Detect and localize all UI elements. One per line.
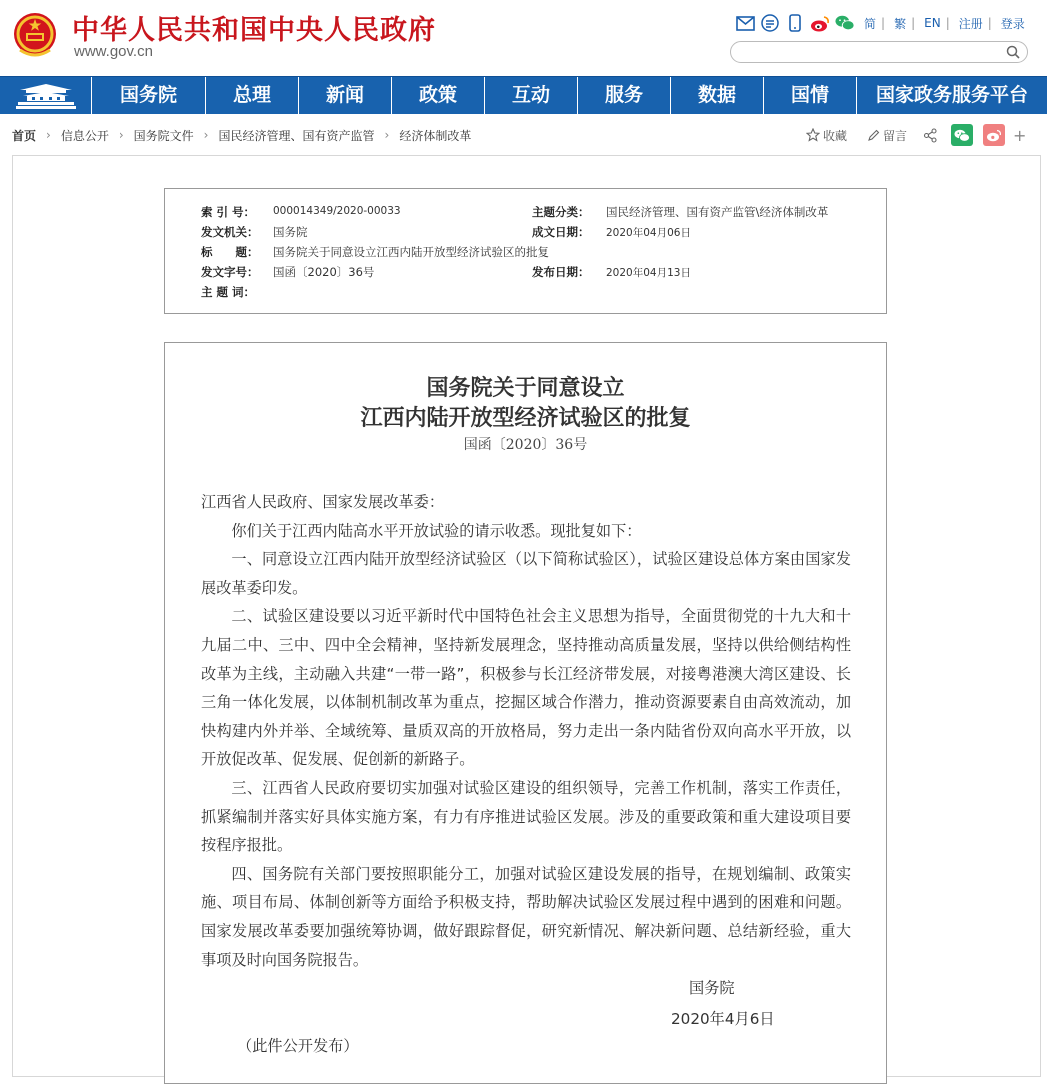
share-icon: [923, 128, 938, 143]
doc-number-label: 发文字号：: [201, 265, 259, 279]
national-emblem-icon[interactable]: [12, 10, 58, 60]
nav-item-premier[interactable]: 总理: [206, 77, 299, 114]
breadcrumb-info-disclosure[interactable]: 信息公开: [60, 128, 109, 143]
created-date-value: 2020年04月06日: [606, 227, 691, 239]
issuer-value: 国务院: [273, 225, 308, 239]
mail-icon[interactable]: [735, 13, 755, 33]
chevron-right-icon: ›: [203, 128, 209, 142]
comment-label: 留言: [883, 128, 908, 143]
breadcrumb-economic-reform[interactable]: 经济体制改革: [399, 128, 472, 143]
weibo-icon[interactable]: [810, 13, 830, 33]
register-link[interactable]: 注册: [958, 16, 983, 31]
document-text: [201, 488, 851, 974]
index-label: 索 引 号：: [201, 205, 256, 219]
site-header: [0, 0, 1047, 76]
search-icon[interactable]: [1005, 44, 1021, 60]
mobile-icon[interactable]: [785, 13, 805, 33]
tiananmen-icon: [14, 81, 78, 111]
paragraph: 二、试验区建设要以习近平新时代中国特色社会主义思想为指导，全面贯彻党的十九大和十九届二中、三中、四中全会精神，坚持新发展理念，坚持推动高质量发展，坚持以供给侧结构性改革为主线，主动融入共建“一带一路”，积极参与长江经济带发展，对接粤港澳大湾区建设、长三角一体化发展，以体制机制改革为重点，挖掘区域合作潜力，推动资源要素自由高效流动，加快构建内外并举、全域统筹、量质双高的开放格局，努力走出一条内陆省份双向高水平开放，以开放促改革、促发展、促创新的新路子。: [201, 607, 851, 769]
document-title-line1: 国务院关于同意设立: [426, 375, 625, 401]
nav-item-data[interactable]: 数据: [671, 77, 764, 114]
lang-english[interactable]: EN: [924, 16, 941, 30]
chevron-right-icon: ›: [46, 128, 51, 142]
rss-icon[interactable]: [760, 13, 780, 33]
paragraph: 四、国务院有关部门要按照职能分工，加强对试验区建设发展的指导，在规划编制、政策实施、项目布局、体制创新等方面给予积极支持，帮助解决试验区发展过程中遇到的困难和问题。国家发展改革委要加强统筹协调，做好跟踪督促，研究新情况、解决新问题、总结新经验，重大事项及时向国务院报告。: [201, 864, 851, 969]
login-link[interactable]: 登录: [1000, 16, 1025, 31]
signature: 国务院: [689, 979, 735, 997]
title-value: 国务院关于同意设立江西内陆开放型经济试验区的批复: [273, 245, 549, 259]
nav-item-gov-service-platform[interactable]: 国家政务服务平台: [875, 84, 1028, 106]
page-actions: [806, 123, 1026, 147]
topic-label: 主题分类：: [532, 205, 590, 219]
share-wechat-button[interactable]: [951, 124, 973, 146]
issuer-label: 发文机关：: [201, 225, 259, 239]
pencil-icon: [867, 129, 880, 142]
search-input[interactable]: [741, 44, 1005, 61]
lang-simplified[interactable]: 简: [864, 16, 877, 31]
chevron-right-icon: ›: [118, 128, 124, 142]
search-box: [730, 41, 1028, 63]
nav-item-state-council[interactable]: 国务院: [92, 77, 206, 114]
breadcrumb-state-council-docs[interactable]: 国务院文件: [133, 128, 194, 143]
share-button[interactable]: [923, 128, 941, 143]
star-icon: [806, 128, 820, 142]
publication-note: （此件公开发布）: [237, 1037, 359, 1055]
signature-date: 2020年4月6日: [671, 1010, 775, 1028]
paragraph: 一、同意设立江西内陆开放型经济试验区（以下简称试验区），试验区建设总体方案由国家发展改革委印发。: [201, 550, 851, 597]
nav-item-national-info[interactable]: 国情: [764, 77, 857, 114]
index-value: 000014349/2020-00033: [273, 205, 401, 217]
document-body: [164, 342, 887, 1084]
title-label: 标 题：: [201, 245, 259, 259]
wechat-icon[interactable]: [835, 13, 855, 33]
breadcrumb-economy-management[interactable]: 国民经济管理、国有资产监管: [218, 128, 375, 143]
created-date-label: 成文日期：: [532, 225, 590, 239]
keywords-label: 主 题 词：: [201, 285, 256, 299]
doc-number-value: 国函〔2020〕36号: [273, 265, 375, 279]
top-toolbar: 简 | 繁 | EN | 注册 | 登录: [735, 12, 1025, 34]
site-url[interactable]: www.gov.cn: [74, 43, 153, 60]
breadcrumb: [12, 126, 471, 144]
breadcrumb-home[interactable]: 首页: [12, 128, 37, 143]
share-weibo-button[interactable]: [983, 124, 1005, 146]
main-nav: [0, 76, 1047, 114]
topic-value: 国民经济管理、国有资产监管\经济体制改革: [606, 205, 829, 219]
weibo-icon: [986, 129, 1002, 142]
nav-item-news[interactable]: 新闻: [299, 77, 392, 114]
nav-home[interactable]: [0, 77, 92, 114]
favorite-label: 收藏: [823, 128, 848, 143]
lang-traditional[interactable]: 繁: [894, 16, 907, 31]
plus-icon[interactable]: +: [1013, 125, 1027, 145]
favorite-button[interactable]: [806, 127, 847, 144]
document-info-box: [164, 188, 887, 314]
site-title[interactable]: 中华人民共和国中央人民政府: [72, 15, 436, 46]
published-date-label: 发布日期：: [532, 265, 590, 279]
chevron-right-icon: ›: [384, 128, 390, 142]
published-date-value: 2020年04月13日: [606, 267, 691, 279]
nav-item-interaction[interactable]: 互动: [485, 77, 578, 114]
paragraph: 三、江西省人民政府要切实加强对试验区建设的组织领导，完善工作机制，落实工作责任，抓紧编制并落实好具体实施方案，有力有序推进试验区发展。涉及的重要政策和重大建设项目要按程序报批。: [201, 778, 851, 855]
wechat-icon: [954, 129, 970, 142]
nav-item-policy[interactable]: 政策: [392, 77, 485, 114]
paragraph: 你们关于江西内陆高水平开放试验的请示收悉。现批复如下：: [231, 521, 642, 540]
salutation: 江西省人民政府、国家发展改革委：: [201, 493, 444, 511]
comment-button[interactable]: [867, 127, 907, 144]
document-title-line2: 江西内陆开放型经济试验区的批复: [360, 405, 691, 431]
nav-item-services[interactable]: 服务: [578, 77, 671, 114]
document-number: 国函〔2020〕36号: [463, 437, 588, 453]
